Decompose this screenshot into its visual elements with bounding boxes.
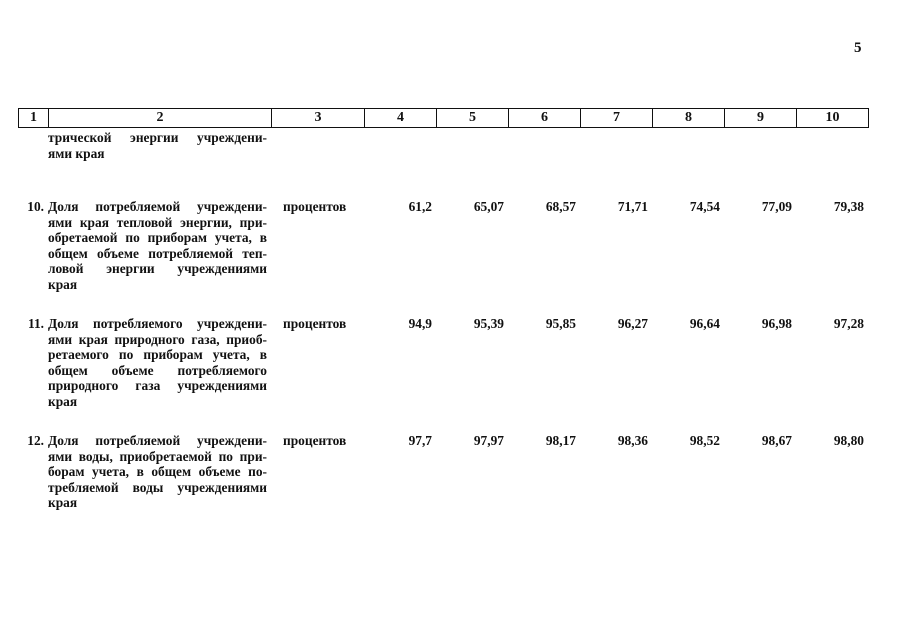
text-line: трической энергии учреждени- bbox=[48, 130, 267, 145]
unit-cell: процентов bbox=[283, 199, 347, 214]
table-row bbox=[18, 433, 868, 511]
table-row bbox=[18, 199, 868, 292]
header-cell: 6 bbox=[509, 109, 581, 128]
value-cell: 94,9 bbox=[408, 316, 432, 331]
indicator-description bbox=[48, 199, 271, 292]
value-cell: 96,98 bbox=[761, 316, 792, 331]
text-line: природного газа учреждениями bbox=[48, 378, 267, 393]
value-cell: 98,36 bbox=[617, 433, 648, 448]
value-cell: 79,38 bbox=[833, 199, 864, 214]
text-line: края bbox=[48, 276, 78, 292]
text-line: Доля потребляемой учреждени- bbox=[48, 199, 267, 214]
continuation-text bbox=[48, 130, 271, 161]
value-cell: 77,09 bbox=[761, 199, 792, 214]
row-number: 12. bbox=[27, 433, 44, 448]
text-line: Доля потребляемой учреждени- bbox=[48, 433, 267, 448]
text-line: края bbox=[48, 393, 78, 409]
row-number: 10. bbox=[27, 199, 44, 214]
value-cell: 96,27 bbox=[617, 316, 648, 331]
text-line: общем объеме потребляемого bbox=[48, 362, 267, 378]
unit-cell: процентов bbox=[283, 316, 347, 331]
value-cell: 98,80 bbox=[833, 433, 864, 448]
value-cell: 65,07 bbox=[473, 199, 504, 214]
header-row bbox=[19, 109, 869, 128]
text-line: общем объеме потребляемой теп- bbox=[48, 245, 267, 261]
indicator-table bbox=[18, 130, 868, 511]
value-cell: 71,71 bbox=[617, 199, 648, 214]
text-line: ями края природного газа, приоб- bbox=[48, 331, 267, 347]
value-cell: 96,64 bbox=[689, 316, 720, 331]
header-cell: 2 bbox=[49, 109, 272, 128]
value-cell: 61,2 bbox=[408, 199, 432, 214]
page-number: 5 bbox=[854, 40, 862, 56]
unit-cell: процентов bbox=[283, 433, 347, 448]
header-cell: 4 bbox=[365, 109, 437, 128]
text-line: края bbox=[48, 495, 78, 510]
text-line: ловой энергии учреждениями bbox=[48, 261, 267, 276]
header-cell: 5 bbox=[437, 109, 509, 128]
continuation-row bbox=[18, 130, 868, 161]
value-cell: 95,39 bbox=[473, 316, 504, 331]
value-cell: 97,28 bbox=[833, 316, 864, 331]
text-line: ретаемого по приборам учета, в bbox=[48, 347, 267, 362]
header-cell: 8 bbox=[653, 109, 725, 128]
value-cell: 98,17 bbox=[545, 433, 576, 448]
indicator-description bbox=[48, 433, 271, 511]
header-cell: 1 bbox=[19, 109, 49, 128]
text-line: требляемой воды учреждениями bbox=[48, 479, 267, 495]
text-line: ями воды, приобретаемой по при- bbox=[48, 448, 267, 464]
value-cell: 95,85 bbox=[545, 316, 576, 331]
table-row bbox=[18, 316, 868, 409]
row-number: 11. bbox=[28, 316, 44, 331]
column-header-table bbox=[18, 108, 869, 128]
header-cell: 9 bbox=[725, 109, 797, 128]
header-cell: 7 bbox=[581, 109, 653, 128]
header-cell: 10 bbox=[797, 109, 869, 128]
text-line: ями края bbox=[48, 145, 105, 161]
value-cell: 97,97 bbox=[473, 433, 504, 448]
header-cell: 3 bbox=[272, 109, 365, 128]
value-cell: 68,57 bbox=[545, 199, 576, 214]
value-cell: 97,7 bbox=[408, 433, 432, 448]
text-line: ями края тепловой энергии, при- bbox=[48, 214, 267, 230]
indicator-description bbox=[48, 316, 271, 409]
value-cell: 74,54 bbox=[689, 199, 720, 214]
text-line: борам учета, в общем объеме по- bbox=[48, 464, 267, 479]
value-cell: 98,52 bbox=[689, 433, 720, 448]
value-cell: 98,67 bbox=[761, 433, 792, 448]
text-line: обретаемой по приборам учета, в bbox=[48, 230, 267, 245]
text-line: Доля потребляемого учреждени- bbox=[48, 316, 267, 331]
